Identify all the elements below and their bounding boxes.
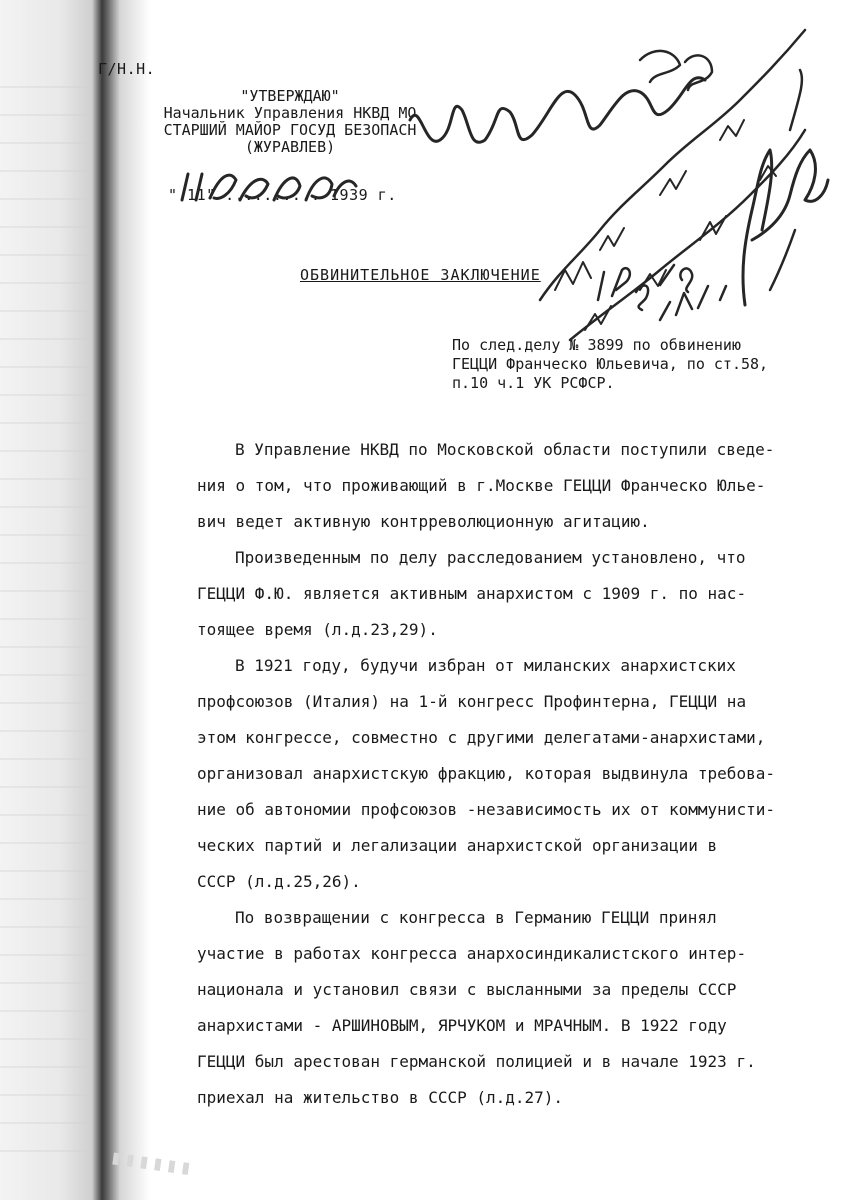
text-line: ния о том, что проживающий в г.Москве ГЕЦЦИ Франческо Юлье- (197, 476, 766, 495)
document-initials: Г/Н.Н. (98, 60, 156, 78)
text-line: Произведенным по делу расследованием установлено, что (235, 548, 746, 567)
text-line: национала и установил связи с высланными за пределы СССР (197, 980, 737, 999)
paragraph-2 (197, 540, 797, 648)
approver-position-line-2: СТАРШИЙ МАЙОР ГОСУД БЕЗОПАСН (163, 121, 417, 139)
text-line: профсоюзов (Италия) на 1-й конгресс Профинтерна, ГЕЦЦИ на (197, 692, 747, 711)
binding-page-edges (0, 60, 90, 1160)
approval-title: "УТВЕРЖДАЮ" (240, 87, 340, 105)
approver-name: (ЖУРАВЛЕВ) (244, 138, 336, 156)
paragraph-3 (197, 648, 797, 900)
text-line: тоящее время (л.д.23,29). (197, 620, 438, 639)
text-line: СССР (л.д.25,26). (197, 872, 361, 891)
text-line: ГЕЦЦИ Ф.Ю. является активным анархистом с 1909 г. по нас- (197, 584, 747, 603)
document-body (197, 432, 797, 1116)
text-line: приехал на жительство в СССР (л.д.27). (197, 1088, 564, 1107)
text-line: По возвращении с конгресса в Германию ГЕЦЦИ принял (235, 908, 717, 927)
text-line: ГЕЦЦИ был арестован германской полицией и в начале 1923 г. (197, 1052, 756, 1071)
text-line: этом конгрессе, совместно с другими делегатами-анархистами, (197, 728, 766, 747)
text-line: анархистами - АРШИНОВЫМ, ЯРЧУКОМ и МРАЧНЫМ. В 1922 году (197, 1016, 727, 1035)
approval-date: " 11" .......... 1939 г. (168, 186, 397, 204)
paragraph-4 (197, 900, 797, 1116)
case-reference-line: ГЕЦЦИ Франческо Юльевича, по ст.58, (452, 355, 769, 373)
approver-position-line-1: Начальник Управления НКВД МО (163, 104, 417, 122)
case-reference (452, 336, 768, 393)
text-line: В Управление НКВД по Московской области поступили сведе- (235, 440, 775, 459)
case-reference-line: По след.делу № 3899 по обвинению (452, 336, 741, 354)
text-line: ческих партий и легализации анархистской организации в (197, 836, 718, 855)
text-line: В 1921 году, будучи избран от миланских анархистских (235, 656, 736, 675)
text-line: ние об автономии профсоюзов -независимость их от коммунисти- (197, 800, 775, 819)
text-line: участие в работах конгресса анархосиндикалистского интер- (197, 944, 747, 963)
document-title: ОБВИНИТЕЛЬНОЕ ЗАКЛЮЧЕНИЕ (300, 266, 541, 284)
case-reference-line: п.10 ч.1 УК РСФСР. (452, 374, 615, 392)
text-line: организовал анархистскую фракцию, которая выдвинула требова- (197, 764, 775, 783)
text-line: вич ведет активную контрреволюционную агитацию. (197, 512, 650, 531)
paragraph-1 (197, 432, 797, 540)
faint-archive-stamp-mark: ▮▮▮▮▮▮ (108, 1144, 196, 1180)
approval-block (140, 88, 440, 156)
